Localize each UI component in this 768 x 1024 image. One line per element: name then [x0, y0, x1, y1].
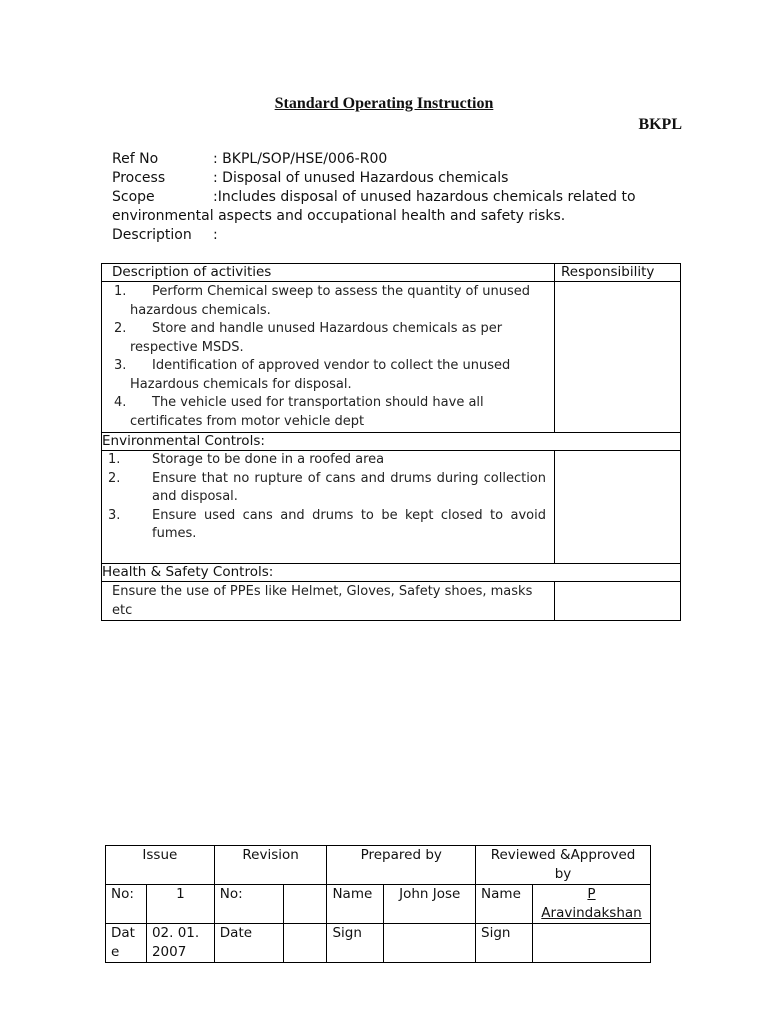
activity-item [114, 320, 546, 357]
activities-row [102, 282, 681, 433]
issue-date-label: Dat e [106, 924, 147, 963]
item-number: 3. [114, 358, 127, 373]
revision-header-row [106, 846, 651, 885]
item-number: 1. [114, 284, 127, 299]
ref-label: Ref No [112, 151, 159, 167]
revision-date-label: Date [214, 924, 283, 963]
approver-sign-label: Sign [476, 924, 533, 963]
environmental-item [108, 470, 546, 507]
item-text-cont: respective MSDS. [130, 339, 244, 355]
health-safety-text: Ensure the use of PPEs like Helmet, Gloves, Safety shoes, masks etc [102, 582, 555, 621]
activities-responsibility-cell [555, 282, 681, 433]
company-name: BKPL [638, 116, 682, 133]
item-text: Identification of approved vendor to collect the unused [152, 358, 511, 373]
environmental-responsibility-cell [555, 451, 681, 564]
item-text-cont: Hazardous chemicals for disposal. [130, 376, 352, 392]
revision-date-row [106, 924, 651, 963]
environmental-item [108, 451, 546, 470]
activity-item [114, 394, 546, 431]
prepared-name-label: Name [327, 885, 384, 924]
revision-table [105, 845, 651, 963]
revision-no-value [283, 885, 327, 924]
scope-value: :Includes disposal of unused hazardous chemicals related to environmental aspects and occupational health and safety risks. [112, 189, 636, 224]
reviewed-header: Reviewed &Approved by [476, 846, 651, 885]
item-text: Store and handle unused Hazardous chemicals as per [152, 321, 503, 336]
prepared-sign-label: Sign [327, 924, 384, 963]
preparer-name: John Jose [384, 885, 476, 924]
issue-header: Issue [106, 846, 215, 885]
item-text-cont: hazardous chemicals. [130, 302, 271, 318]
item-number: 2. [108, 470, 121, 486]
prepared-by-header: Prepared by [327, 846, 476, 885]
environmental-item [108, 507, 546, 544]
environmental-list [102, 451, 554, 544]
environmental-row [102, 451, 681, 564]
item-number: 3. [108, 507, 121, 523]
issue-no-value: 1 [146, 885, 214, 924]
issue-no-label: No: [106, 885, 147, 924]
activity-item [114, 357, 546, 394]
item-number: 2. [114, 321, 127, 336]
activities-table [101, 263, 681, 621]
prepared-sign-value [384, 924, 476, 963]
process-label: Process [112, 170, 166, 186]
header-responsibility: Responsibility [555, 264, 681, 282]
revision-number-row [106, 885, 651, 924]
item-number: 1. [108, 452, 121, 467]
health-safety-responsibility-cell [555, 582, 681, 621]
health-safety-heading: Health & Safety Controls: [102, 564, 681, 582]
activities-list [102, 282, 554, 431]
issue-date-value: 02. 01. 2007 [146, 924, 214, 963]
environmental-heading-row [102, 433, 681, 451]
approver-name: P Aravindakshan [533, 885, 651, 924]
scope-row [112, 188, 672, 226]
item-text: Storage to be done in a roofed area [152, 452, 385, 467]
health-safety-heading-row [102, 564, 681, 582]
activities-cell [102, 282, 555, 433]
description-value: : [213, 227, 218, 243]
document-title: Standard Operating Instruction [274, 95, 494, 112]
health-safety-row [102, 582, 681, 621]
item-text: The vehicle used for transportation should have all [152, 395, 484, 410]
revision-header: Revision [214, 846, 327, 885]
header-description: Description of activities [102, 264, 555, 282]
activity-item [114, 283, 546, 320]
environmental-heading: Environmental Controls: [102, 433, 681, 451]
item-text: Ensure used cans and drums to be kept closed to avoid fumes. [152, 507, 546, 541]
item-text: Perform Chemical sweep to assess the quantity of unused [152, 284, 530, 299]
ref-value: : BKPL/SOP/HSE/006-R00 [213, 151, 388, 167]
ref-row [112, 150, 672, 169]
revision-no-label: No: [214, 885, 283, 924]
activities-header-row [102, 264, 681, 282]
meta-block [112, 150, 672, 245]
item-number: 4. [114, 395, 127, 410]
description-label: Description [112, 227, 192, 243]
approver-sign-value [533, 924, 651, 963]
description-row [112, 226, 672, 245]
revision-date-value [283, 924, 327, 963]
process-value: : Disposal of unused Hazardous chemicals [213, 170, 509, 186]
approver-name-label: Name [476, 885, 533, 924]
item-text-cont: certificates from motor vehicle dept [130, 413, 365, 429]
environmental-cell [102, 451, 555, 564]
scope-label: Scope [112, 189, 155, 205]
item-text: Ensure that no rupture of cans and drums during collection and disposal. [152, 470, 546, 504]
process-row [112, 169, 672, 188]
